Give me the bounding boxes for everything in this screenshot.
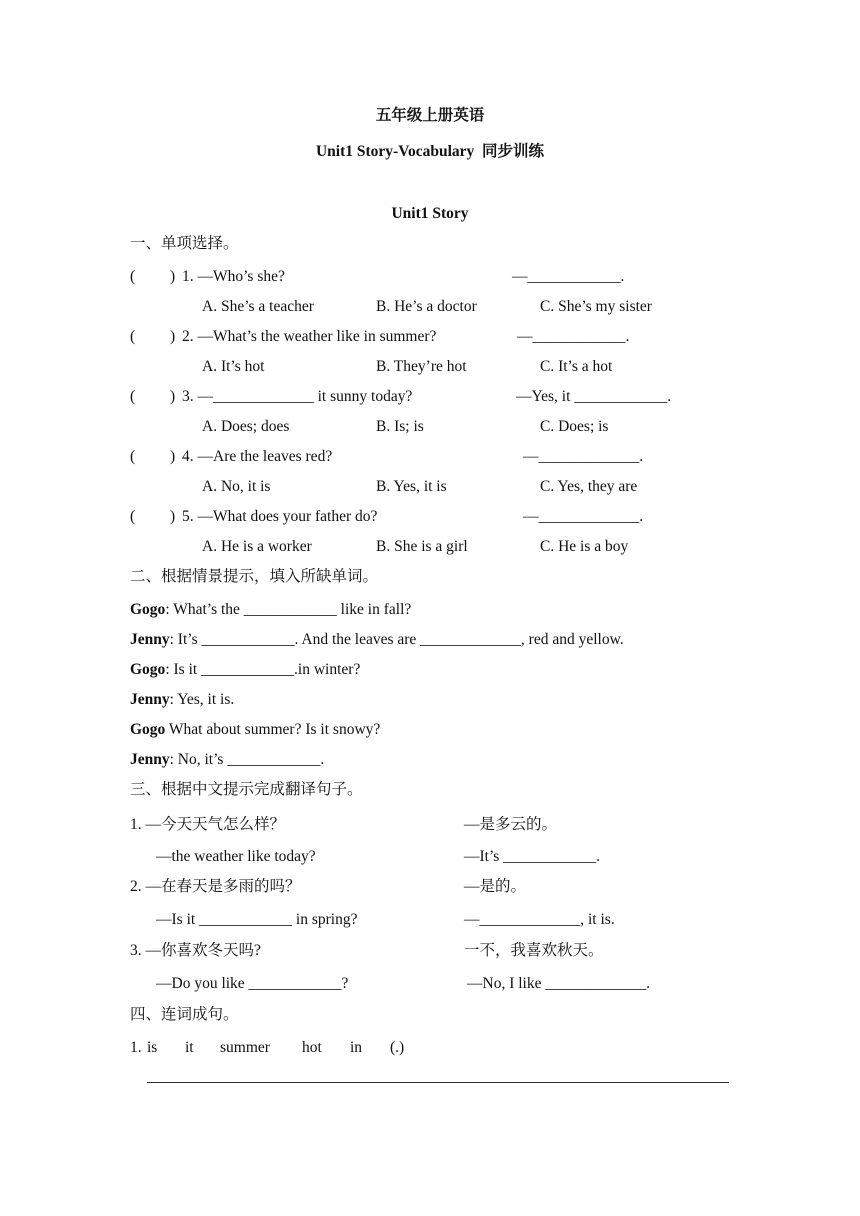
dialogue-speaker: Gogo <box>130 661 166 678</box>
answer-paren-open: ( <box>130 448 136 465</box>
option-c: C. It’s a hot <box>540 358 613 375</box>
option-a: A. It’s hot <box>202 358 265 375</box>
question-stem: 1. —Who’s she? <box>182 268 285 285</box>
dialogue-speaker: Gogo <box>130 601 166 618</box>
part3-heading: 三、根据中文提示完成翻译句子。 <box>130 781 363 798</box>
dialogue-line <box>130 600 411 620</box>
scrambled-word: in <box>350 1039 363 1056</box>
part2-heading: 二、根据情景提示，填入所缺单词。 <box>130 568 379 585</box>
dialogue-speaker: Jenny <box>130 751 170 768</box>
option-b: B. They’re hot <box>376 358 467 375</box>
option-b: B. She is a girl <box>376 538 468 555</box>
question-english: —Do you like ____________? <box>156 975 349 992</box>
question-stem: 4. —Are the leaves red? <box>182 448 333 465</box>
option-a: A. No, it is <box>202 478 271 495</box>
question-chinese: 2. —在春天是多雨的吗？ <box>130 878 301 895</box>
answer-paren-close: ) <box>170 268 176 285</box>
answer-paren-open: ( <box>130 508 136 525</box>
part1-heading: 一、单项选择。 <box>130 235 239 252</box>
scrambled-word: is <box>147 1039 158 1056</box>
page-title: 五年级上册英语 <box>375 107 485 124</box>
answer-paren-close: ) <box>170 328 176 345</box>
answer-english: —No, I like _____________. <box>467 975 650 992</box>
question-chinese: 1. —今天天气怎么样？ <box>130 816 286 833</box>
answer-english: —It’s ____________. <box>464 848 601 865</box>
answer-paren-close: ) <box>170 448 176 465</box>
scrambled-word: it <box>185 1039 194 1056</box>
answer-english: —_____________, it is. <box>464 911 615 928</box>
question-stem: 2. —What’s the weather like in summer? <box>182 328 437 345</box>
dialogue-text: : It’s ____________. And the leaves are _____________, red and yellow. <box>169 631 624 648</box>
option-a: A. Does; does <box>202 418 290 435</box>
answer-paren-close: ) <box>170 508 176 525</box>
option-c: C. Does; is <box>540 418 609 435</box>
section-title: Unit1 Story <box>391 205 469 222</box>
answer-chinese: —是的。 <box>464 878 527 895</box>
answer-paren-open: ( <box>130 328 136 345</box>
dialogue-text: : No, it’s ____________. <box>169 751 325 768</box>
option-c: C. She’s my sister <box>540 298 652 315</box>
option-b: B. Is; is <box>376 418 424 435</box>
scrambled-word: summer <box>220 1039 270 1056</box>
answer-paren-open: ( <box>130 388 136 405</box>
dialogue-line <box>130 660 360 680</box>
answer-line <box>147 1082 729 1083</box>
option-a: A. She’s a teacher <box>202 298 314 315</box>
part4-heading: 四、连词成句。 <box>130 1006 239 1023</box>
question-english: —Is it ____________ in spring? <box>156 911 358 928</box>
dialogue-speaker: Jenny <box>130 631 170 648</box>
dialogue-line <box>130 690 234 710</box>
scrambled-word: (.) <box>390 1039 405 1056</box>
question-answer-blank: —Yes, it ____________. <box>516 388 672 405</box>
dialogue-text: What about summer? Is it snowy? <box>165 721 381 738</box>
item-number: 1. <box>130 1039 142 1056</box>
dialogue-speaker: Gogo <box>130 721 166 738</box>
dialogue-text: : Is it ____________.in winter? <box>165 661 361 678</box>
answer-paren-open: ( <box>130 268 136 285</box>
dialogue-speaker: Jenny <box>130 691 170 708</box>
question-answer-blank: —_____________. <box>523 508 644 525</box>
option-b: B. Yes, it is <box>376 478 447 495</box>
dialogue-line <box>130 750 324 770</box>
option-a: A. He is a worker <box>202 538 312 555</box>
answer-paren-close: ) <box>170 388 176 405</box>
question-stem: 5. —What does your father do? <box>182 508 378 525</box>
dialogue-line <box>130 720 380 740</box>
question-english: —the weather like today? <box>156 848 316 865</box>
dialogue-text: : What’s the ____________ like in fall? <box>165 601 412 618</box>
dialogue-text: : Yes, it is. <box>169 691 235 708</box>
option-b: B. He’s a doctor <box>376 298 477 315</box>
scrambled-word: hot <box>302 1039 322 1056</box>
question-answer-blank: —_____________. <box>523 448 644 465</box>
answer-chinese: 一不，我喜欢秋天。 <box>464 942 604 959</box>
question-answer-blank: —____________. <box>512 268 625 285</box>
question-stem: 3. —_____________ it sunny today? <box>182 388 413 405</box>
option-c: C. Yes, they are <box>540 478 638 495</box>
dialogue-line <box>130 630 624 650</box>
question-chinese: 3. —你喜欢冬天吗? <box>130 942 261 959</box>
answer-chinese: —是多云的。 <box>464 816 558 833</box>
page-subtitle: Unit1 Story-Vocabulary 同步训练 <box>315 143 545 160</box>
option-c: C. He is a boy <box>540 538 629 555</box>
question-answer-blank: —____________. <box>517 328 630 345</box>
